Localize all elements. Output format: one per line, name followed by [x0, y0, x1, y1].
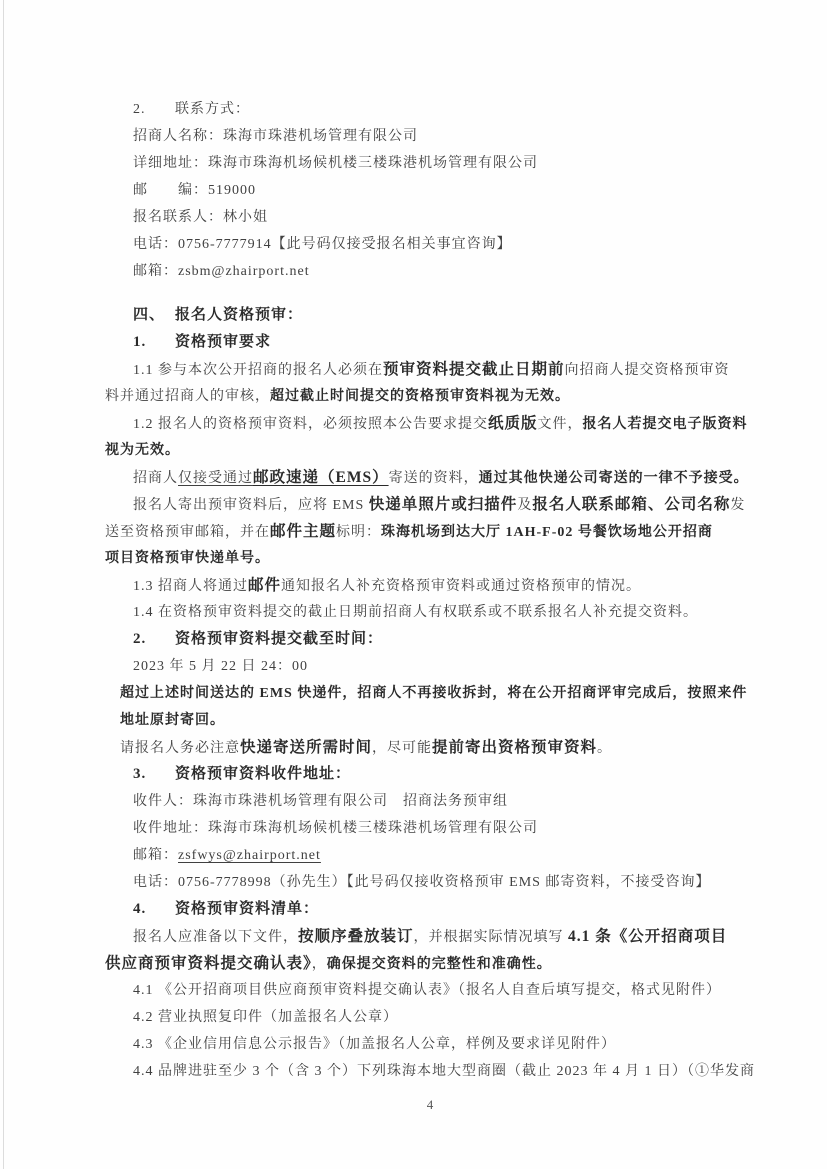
contact-postcode	[133, 177, 765, 204]
text-segment: 请报名人务必注意	[120, 741, 240, 756]
text-segment: 文件，	[537, 417, 583, 432]
text-segment: 发	[730, 498, 746, 513]
section-heading-prequalification	[133, 302, 765, 329]
para-late-delivery-line-1	[120, 680, 765, 707]
para-mailing-line-3	[105, 545, 765, 572]
text-segment: 4.	[133, 901, 147, 917]
text-segment: 1.3 招商人将通过	[133, 579, 248, 594]
text-segment: 4.2 营业执照复印件（加盖报名人公章）	[133, 1010, 398, 1025]
item-4-3	[133, 1031, 765, 1058]
text-segment: 超过截止时间提交的资格预审资料视为无效。	[270, 389, 570, 404]
text-segment: 电话：0756-7777914【此号码仅接受报名相关事宜咨询】	[133, 237, 512, 252]
text-segment: 邮箱：zsbm@zhairport.net	[133, 264, 310, 279]
text-segment: 资格预审资料收件地址：	[175, 766, 352, 782]
text-segment: 资格预审要求	[175, 334, 272, 350]
text-segment: 。	[597, 741, 613, 756]
recipient-name	[133, 788, 765, 815]
text-segment: 招商人	[133, 471, 178, 486]
text-segment: ，尽可能	[372, 741, 433, 756]
text-segment: 向招商人提交资格预审资	[564, 363, 730, 378]
contact-email	[133, 258, 765, 285]
text-segment: 快递单照片或扫描件	[368, 496, 518, 513]
contact-address	[133, 150, 765, 177]
text-segment: 联系方式：	[175, 102, 250, 117]
contact-person	[133, 204, 765, 231]
text-segment: 及	[517, 498, 533, 513]
text-segment: 超过上述时间送达的 EMS 快递件，招商人不再接收拆封，将在公开招商评审完成后，按照来件	[120, 686, 748, 701]
item-4-4	[133, 1058, 765, 1085]
text-segment: 报名人寄出预审资料后，应将 EMS	[133, 498, 369, 513]
text-segment: 项目资格预审快递单号。	[105, 551, 270, 566]
contact-phone	[133, 231, 765, 258]
text-segment: 3.	[133, 766, 147, 782]
para-checklist-line-2	[105, 950, 765, 977]
para-mailing-line-2	[105, 518, 765, 545]
para-1-1-line-1	[133, 356, 765, 383]
text-segment: 通过其他快递公司寄送的一律不予接受。	[478, 471, 749, 486]
text-segment: 通知报名人补充资格预审资料或通过资格预审的情况。	[281, 579, 642, 594]
text-segment: 1.1 参与本次公开招商的报名人必须在	[133, 363, 383, 378]
text-segment: 4.1 条《公开招商项目	[568, 928, 728, 945]
item-3-heading	[133, 761, 765, 788]
text-segment: 邮 编：519000	[133, 183, 256, 198]
item-2-heading	[133, 626, 765, 653]
para-ems-only	[133, 464, 765, 491]
text-segment: 2023 年 5 月 22 日 24：00	[133, 659, 308, 674]
text-segment: 送至资格预审邮箱，并在	[105, 525, 270, 540]
text-segment: 1.	[133, 334, 147, 350]
text-segment: 确保提交资料的完整性和准确性。	[326, 957, 552, 972]
text-segment: 详细地址：珠海市珠海机场候机楼三楼珠港机场管理有限公司	[133, 156, 538, 171]
text-segment: 报名人若提交电子版资料	[582, 417, 748, 432]
item-4-heading	[133, 896, 765, 923]
text-segment: 资格预审资料提交截至时间：	[175, 631, 384, 647]
contact-company	[133, 123, 765, 150]
item-1-heading	[133, 329, 765, 356]
text-segment: 供应商预审资料提交确认表》	[105, 955, 312, 972]
text-segment: 快递寄送所需时间	[240, 739, 373, 756]
text-segment: 2.	[133, 102, 146, 117]
text-segment: 收件地址：珠海市珠海机场候机楼三楼珠港机场管理有限公司	[133, 821, 538, 836]
text-segment: 4.3 《企业信用信息公示报告》（加盖报名人公章，样例及要求详见附件）	[133, 1037, 616, 1052]
text-segment: 按顺序叠放装订	[298, 928, 414, 945]
text-segment: 资格预审资料清单：	[175, 901, 320, 917]
text-segment: 仅接受通过	[178, 471, 253, 486]
text-segment: 2.	[133, 631, 147, 647]
text-segment: 寄送的资料，	[388, 471, 479, 486]
text-segment: 视为无效。	[105, 443, 180, 458]
text-segment: 料并通过招商人的审核，	[105, 389, 270, 404]
text-segment: 1.4 在资格预审资料提交的截止日期前招商人有权联系或不联系报名人补充提交资料。	[133, 605, 698, 620]
text-segment: 珠海机场到达大厅 1AH-F-02 号餐饮场地公开招商	[381, 525, 713, 540]
text-segment: 预审资料提交截止日期前	[383, 361, 565, 378]
text-segment: 报名人资格预审：	[175, 307, 304, 323]
text-segment: 邮政速递（EMS）	[253, 469, 389, 486]
para-1-2-line-1	[133, 410, 765, 437]
text-segment: 电话：0756-7778998（孙先生）【此号码仅接收资格预审 EMS 邮寄资料，不接受咨询】	[133, 875, 711, 890]
text-segment: 纸质版	[488, 415, 538, 432]
page-number: 4	[426, 1097, 434, 1112]
contact-heading	[133, 96, 765, 123]
email-link-text: zsfwys@zhairport.net	[178, 848, 321, 863]
item-4-2	[133, 1004, 765, 1031]
text-segment: 报名联系人：林小姐	[133, 210, 268, 225]
text-segment: 报名人应准备以下文件，	[133, 930, 298, 945]
recipient-address	[133, 815, 765, 842]
text-segment: ，并根据实际情况填写	[413, 930, 569, 945]
para-checklist-line-1	[133, 923, 765, 950]
text-segment: 标明：	[336, 525, 382, 540]
text-segment: 邮件	[248, 577, 282, 594]
para-1-1-line-2	[105, 383, 765, 410]
item-4-1	[133, 977, 765, 1004]
recipient-email	[133, 842, 765, 869]
para-reminder	[120, 734, 765, 761]
text-segment: 邮箱：	[133, 848, 178, 863]
text-segment: 地址原封寄回。	[120, 713, 225, 728]
text-segment: 收件人：珠海市珠港机场管理有限公司 招商法务预审组	[133, 794, 508, 809]
text-segment: 提前寄出资格预审资料	[432, 739, 598, 756]
text-segment: ，	[311, 957, 327, 972]
text-segment: 4.1 《公开招商项目供应商预审资料提交确认表》（报名人自查后填写提交，格式见附件）	[133, 983, 721, 998]
recipient-phone	[133, 869, 765, 896]
text-segment: 4.4 品牌进驻至少 3 个（含 3 个）下列珠海本地大型商圈（截止 2023 年 4 月 1 日）（①华发商	[133, 1064, 755, 1079]
deadline-date	[133, 653, 765, 680]
para-mailing-line-1	[133, 491, 765, 518]
text-segment: 报名人联系邮箱、公司名称	[532, 496, 731, 513]
text-segment: 四、	[133, 307, 166, 323]
para-1-2-line-2	[105, 437, 765, 464]
para-1-4	[133, 599, 765, 626]
text-segment: 1.2 报名人的资格预审资料，必须按照本公告要求提交	[133, 417, 488, 432]
para-late-delivery-line-2	[120, 707, 765, 734]
document-body	[105, 96, 765, 1085]
text-segment: 邮件主题	[270, 523, 337, 540]
para-1-3	[133, 572, 765, 599]
scan-edge-line	[3, 0, 4, 1169]
text-segment: 招商人名称：珠海市珠港机场管理有限公司	[133, 129, 418, 144]
